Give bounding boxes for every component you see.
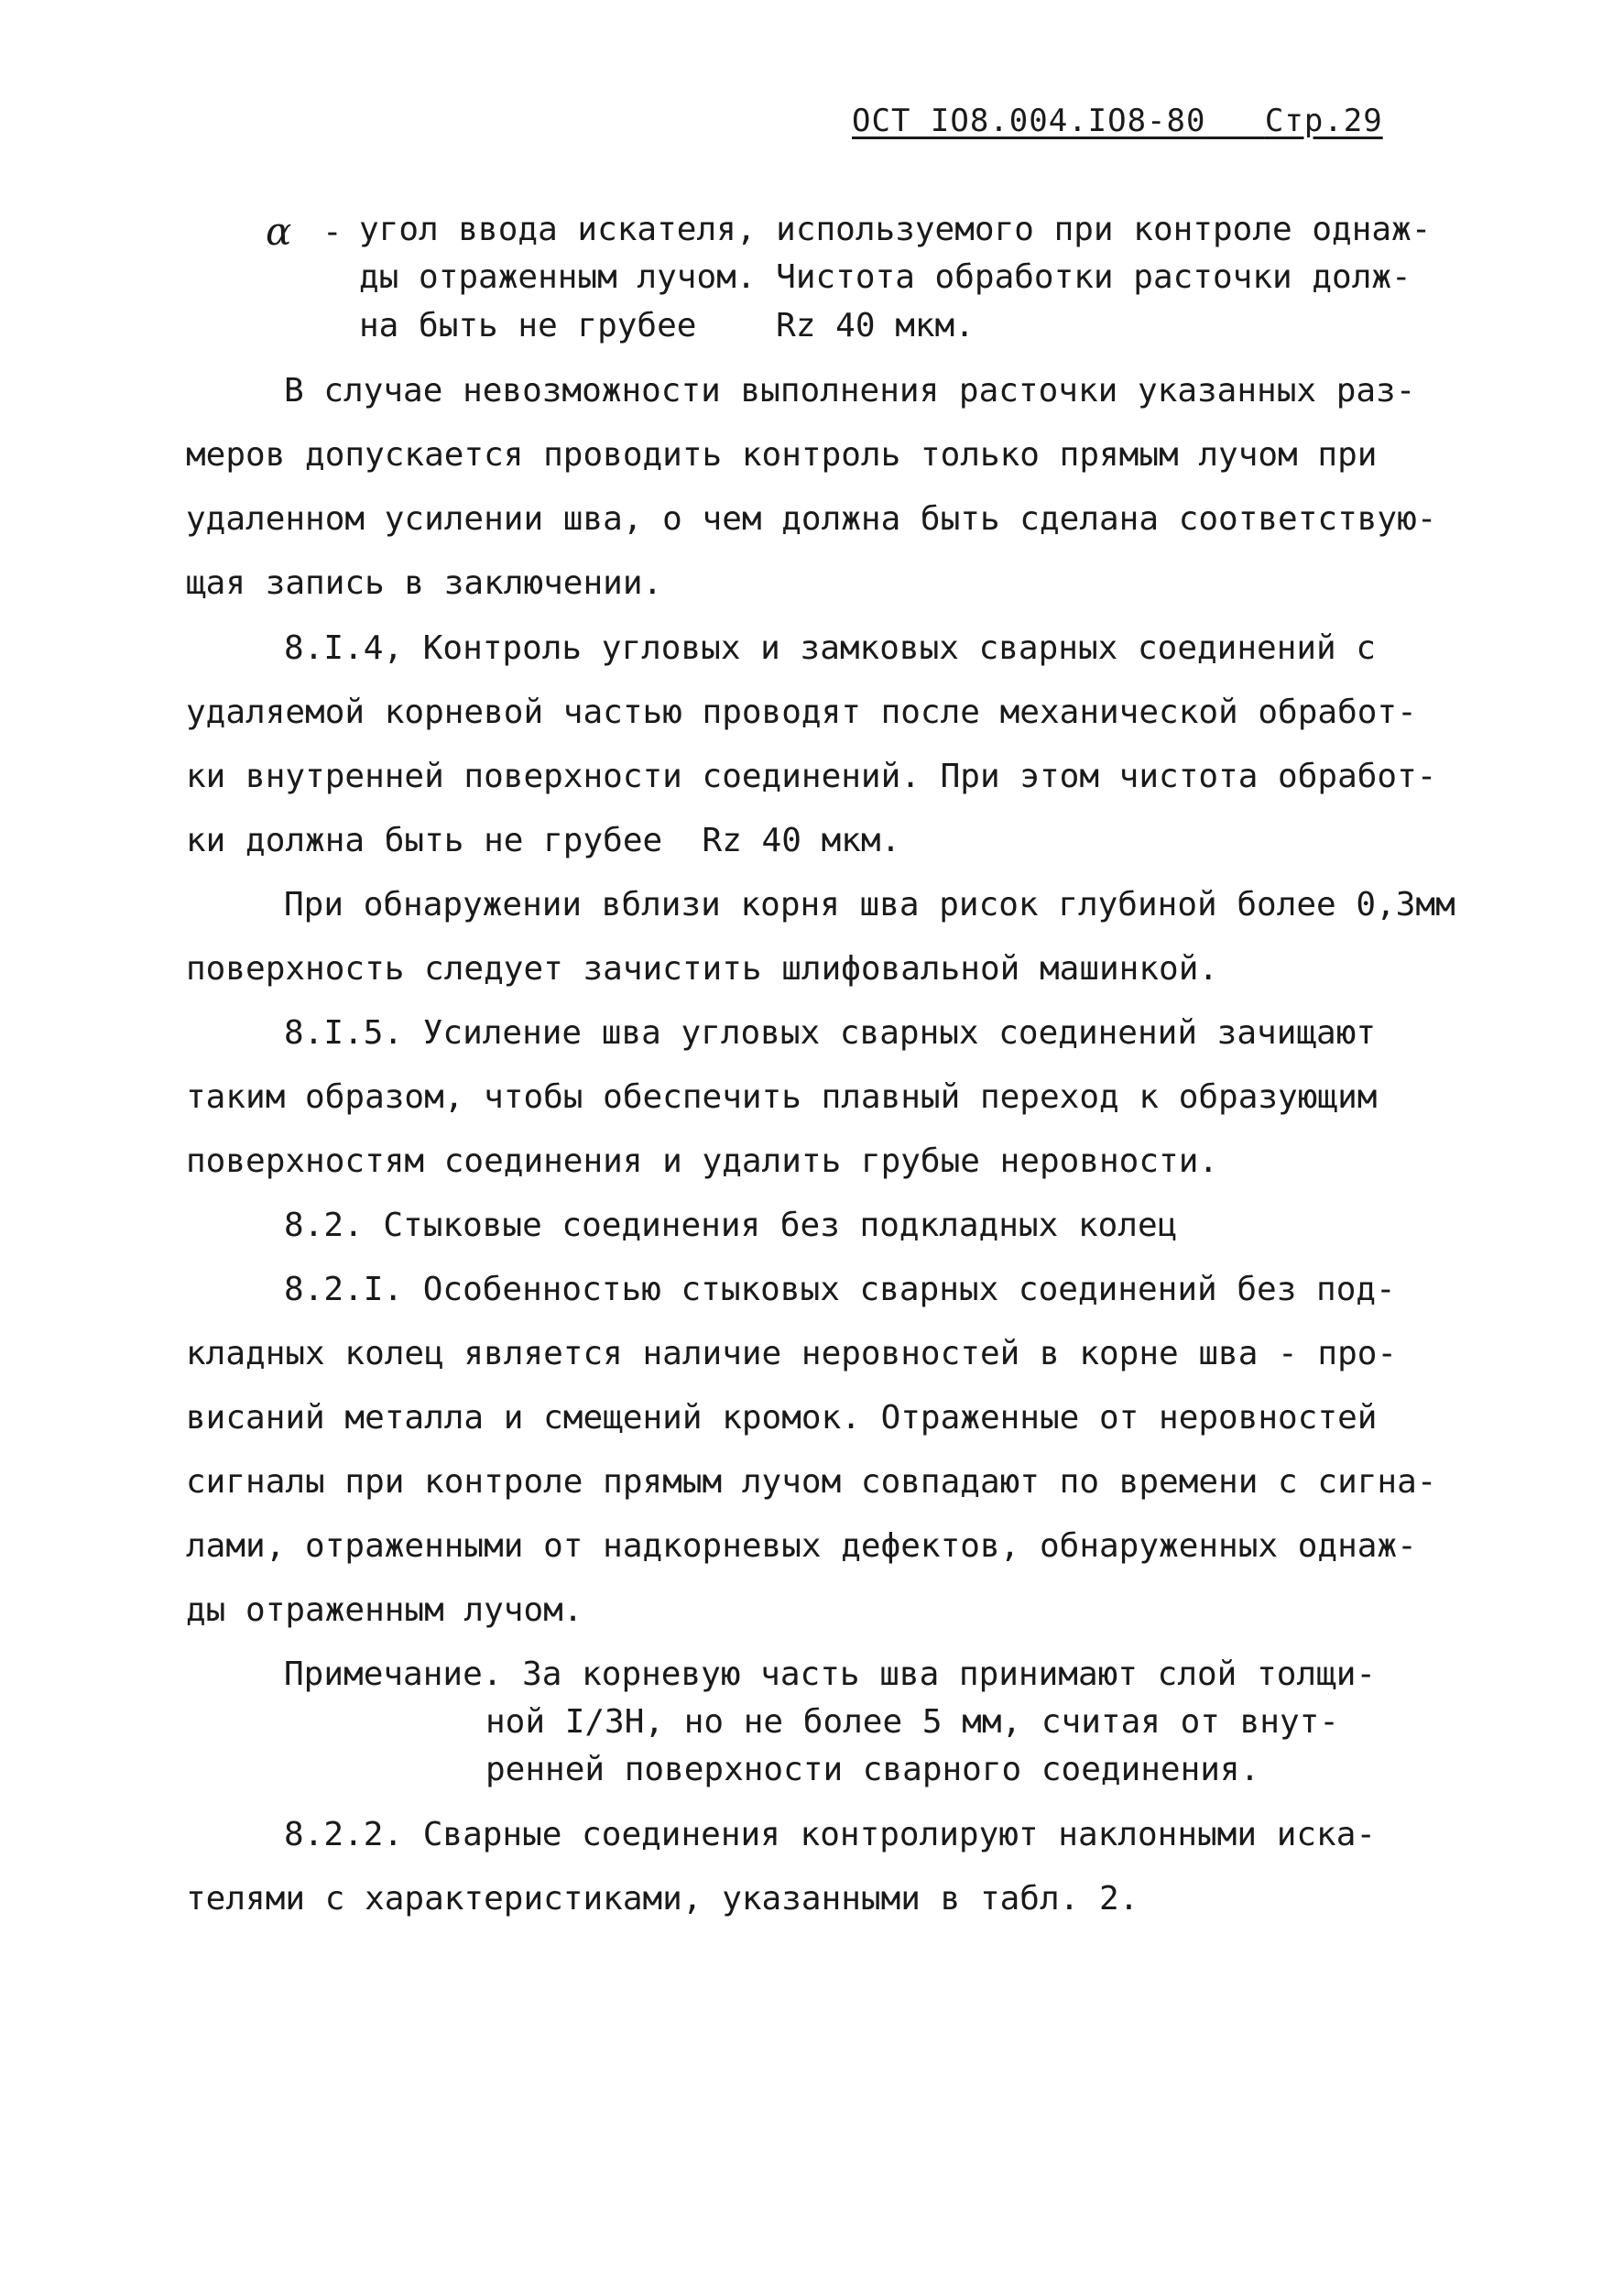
page-header <box>852 103 1383 139</box>
para-1-line-1: В случае невозможности выполнения расточки указанных раз- <box>284 372 1416 410</box>
note-line-3: ренней поверхности сварного соединения. <box>485 1751 1260 1788</box>
para-6-line-2: кладных колец является наличие неровностей в корне шва - про- <box>186 1335 1398 1372</box>
para-3-line-1: При обнаружении вблизи корня шва рисок глубиной более 0,3мм <box>284 886 1455 923</box>
para-2-line-3: ки внутренней поверхности соединений. При этом чистота обработ- <box>186 758 1437 795</box>
para-7-line-2: телями с характеристиками, указанными в табл. 2. <box>186 1880 1139 1918</box>
alpha-def-line-2: ды отраженным лучом. Чистота обработки расточки долж- <box>359 258 1411 296</box>
page-number: Стр.29 <box>1264 103 1383 139</box>
para-2-line-2: удаляемой корневой частью проводят после механической обработ- <box>186 694 1417 731</box>
para-1-line-2: меров допускается проводить контроль только прямым лучом при <box>186 436 1378 474</box>
note-line-2: ной I/3H, но не более 5 мм, считая от внут- <box>485 1703 1339 1741</box>
para-6-line-3: висаний металла и смещений кромок. Отраженные от неровностей <box>186 1399 1378 1437</box>
section-heading-8-2: 8.2. Стыковые соединения без подкладных колец <box>284 1207 1178 1244</box>
para-2-line-1: 8.I.4, Контроль угловых и замковых сварных соединений с <box>284 629 1377 667</box>
note-line-1: Примечание. За корневую часть шва принимают слой толщи- <box>284 1656 1377 1693</box>
para-4-line-3: поверхностям соединения и удалить грубые неровности. <box>186 1142 1219 1180</box>
para-6-line-6: ды отраженным лучом. <box>186 1591 583 1629</box>
alpha-symbol: α <box>266 209 292 254</box>
para-4-line-1: 8.I.5. Усиление шва угловых сварных соединений зачищают <box>284 1014 1377 1052</box>
para-6-line-4: сигналы при контроле прямым лучом совпадают по времени с сигна- <box>186 1463 1437 1501</box>
para-2-line-4: ки должна быть не грубее Rz 40 мкм. <box>186 822 901 859</box>
doc-code: ОСТ IO8.004.IO8-80 <box>852 103 1206 139</box>
para-1-line-3: удаленном усилении шва, о чем должна быть сделана соответствую- <box>186 500 1437 538</box>
para-6-line-5: лами, отраженными от надкорневых дефектов, обнаруженных однаж- <box>186 1527 1417 1565</box>
para-3-line-2: поверхность следует зачистить шлифовальной машинкой. <box>186 950 1219 988</box>
para-6-line-1: 8.2.I. Особенностью стыковых сварных соединений без под- <box>284 1271 1396 1308</box>
alpha-def-line-1: угол ввода искателя, используемого при контроле однаж- <box>359 211 1432 248</box>
para-1-line-4: щая запись в заключении. <box>186 564 663 602</box>
para-7-line-1: 8.2.2. Сварные соединения контролируют наклонными иска- <box>284 1816 1377 1853</box>
para-4-line-2: таким образом, чтобы обеспечить плавный переход к образующим <box>186 1078 1378 1116</box>
alpha-dash: - <box>322 213 343 251</box>
alpha-def-line-3: на быть не грубее Rz 40 мкм. <box>359 307 975 344</box>
